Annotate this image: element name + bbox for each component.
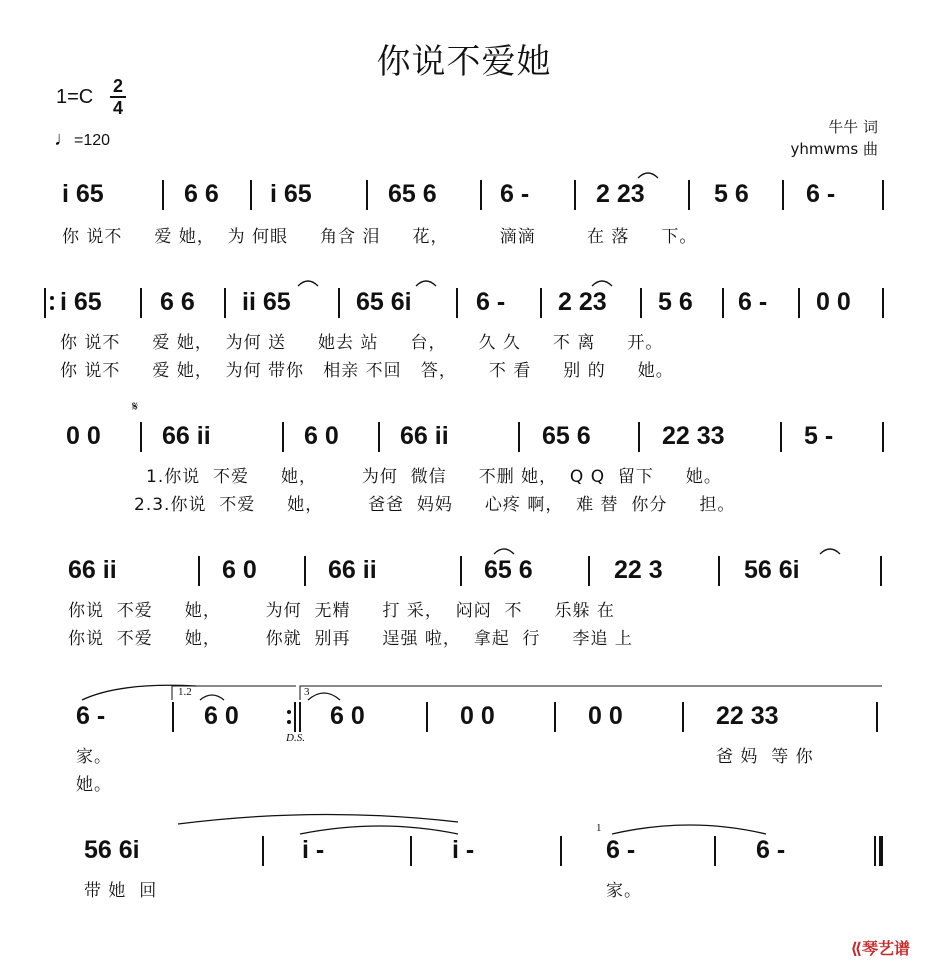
measure: 0 0 (66, 422, 101, 450)
measure: 0 0 (588, 702, 623, 730)
segno-icon: 𝄋 (132, 400, 139, 415)
tie-arc (416, 281, 436, 286)
tie-arc (820, 549, 840, 554)
measure: 65 6 (542, 422, 591, 450)
time-sig-bottom: 4 (112, 98, 123, 118)
lyrics-line-2: 你 说不 爱 她， 为何 带你 相亲 不回 答， 不 看 别 的 她。 (60, 361, 674, 381)
key-signature: 1=C (56, 86, 94, 108)
fine-mark: 1 (596, 822, 602, 834)
measure: 6 0 (330, 702, 365, 730)
measure: 6 0 (204, 702, 239, 730)
measure: 6 0 (304, 422, 339, 450)
watermark-text: 琴艺谱 (861, 939, 910, 958)
measure: 6 - (606, 836, 636, 864)
quarter-note-icon: ♩ (54, 128, 74, 150)
lyrics-line-1: 你 说不 爱 她， 为何 送 她去 站 台， 久 久 不 离 开。 (60, 333, 664, 353)
lyrics-line-1: 家。 (76, 747, 112, 767)
lyrics-line-1: 带 她 回 (84, 881, 158, 901)
measure: 65 6 (388, 180, 437, 208)
measure: i 65 (60, 288, 102, 316)
measure: 66 ii (400, 422, 449, 450)
measure: 6 6 (184, 180, 219, 208)
measure: 6 - (738, 288, 768, 316)
slur-arc (178, 814, 458, 824)
measure: i 65 (270, 180, 312, 208)
composer: yhmwms 曲 (790, 140, 878, 158)
measure: 0 0 (460, 702, 495, 730)
measure: 66 ii (68, 556, 117, 584)
measure: 65 6i (356, 288, 412, 316)
lyricist: 牛牛 词 (828, 118, 878, 136)
measure: 22 3 (614, 556, 663, 584)
page-title: 你说不爱她 (376, 42, 552, 82)
measure: 6 - (806, 180, 836, 208)
tie-arc (638, 173, 658, 178)
measure: 22 33 (662, 422, 725, 450)
lyrics-line-2: 她。 (76, 775, 112, 795)
measure: 5 6 (658, 288, 693, 316)
measure: 66 ii (162, 422, 211, 450)
measure: i - (452, 836, 475, 864)
logo-icon: ⟪ (850, 939, 862, 958)
measure: 6 6 (160, 288, 195, 316)
tempo-value: =120 (74, 132, 111, 149)
measure: 5 - (804, 422, 834, 450)
lyrics-line-1: 你 说不 爱 她， 为 何眼 角含 泪 花， 滴滴 在 落 下。 (62, 227, 698, 247)
volta-2-label: 3 (304, 686, 310, 698)
lyrics-line-1b: 家。 (606, 881, 642, 901)
measure: 2 23 (558, 288, 607, 316)
measure: 56 6i (744, 556, 800, 584)
volta-1-label: 1.2 (178, 686, 192, 698)
slur-arc (612, 825, 766, 834)
slur-arc (308, 693, 340, 700)
measure: 66 ii (328, 556, 377, 584)
measure: 22 33 (716, 702, 779, 730)
lyrics-line-1: 1.你说 不爱 她， 为何 微信 不删 她， Q Q 留下 她。 (146, 467, 722, 487)
tie-arc (592, 281, 612, 286)
measure: 65 6 (484, 556, 533, 584)
measure: 56 6i (84, 836, 140, 864)
measure: 5 6 (714, 180, 749, 208)
slur-arc (300, 826, 458, 834)
measure: i - (302, 836, 325, 864)
slur-arc (200, 695, 224, 700)
measure: 6 - (476, 288, 506, 316)
lyrics-line-2: 2.3.你说 不爱 她， 爸爸 妈妈 心疼 啊， 难 替 你分 担。 (134, 495, 736, 515)
tie-arc (494, 549, 514, 554)
watermark-logo (850, 936, 910, 959)
tie-arc (298, 281, 318, 286)
time-sig-top: 2 (112, 76, 123, 96)
measure: 6 - (500, 180, 530, 208)
ds-marking: D.S. (286, 732, 305, 744)
slur-arc (82, 685, 196, 700)
lyrics-line-1: 你说 不爱 她， 为何 无精 打 采， 闷闷 不 乐躲 在 (68, 601, 615, 621)
measure: 6 - (76, 702, 106, 730)
measure: 0 0 (816, 288, 851, 316)
measure: i 65 (62, 180, 104, 208)
measure: 2 23 (596, 180, 645, 208)
volta-bracket-1 (172, 686, 296, 700)
lyrics-line-2: 你说 不爱 她， 你就 别再 逞强 啦， 拿起 行 李追 上 (68, 629, 633, 649)
volta-bracket-2 (300, 686, 882, 700)
measure: 6 - (756, 836, 786, 864)
measure: ii 65 (242, 288, 291, 316)
measure: 6 0 (222, 556, 257, 584)
lyrics-line-1b: 爸 妈 等 你 (716, 747, 814, 767)
